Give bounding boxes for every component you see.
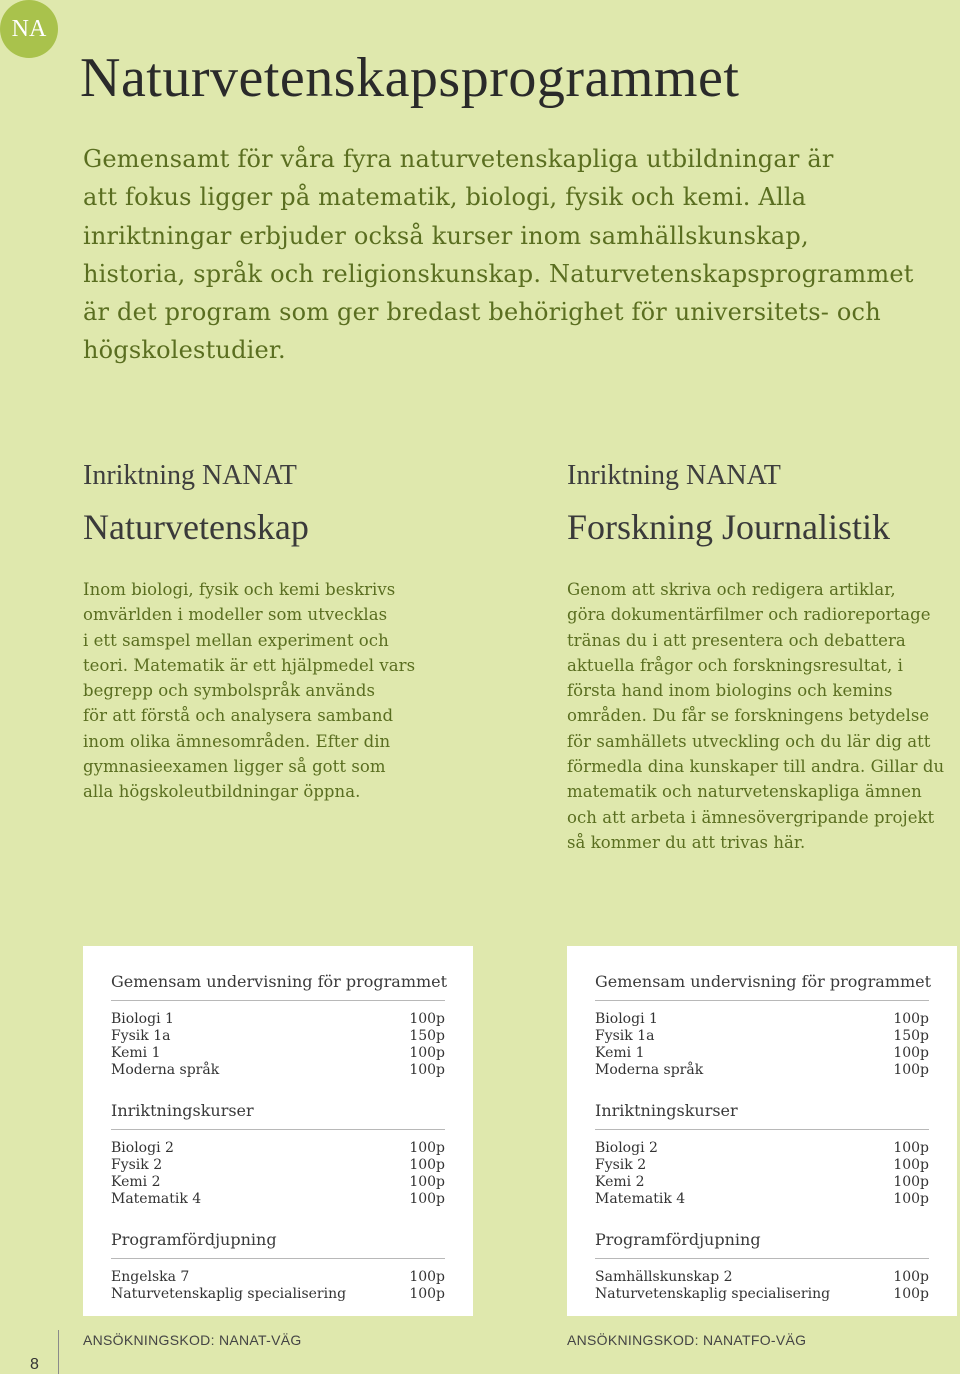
course-points: 100p	[409, 1286, 445, 1302]
course-points: 100p	[893, 1269, 929, 1285]
course-points: 100p	[893, 1011, 929, 1027]
course-row	[111, 1062, 445, 1079]
course-name: Kemi 2	[111, 1174, 161, 1190]
course-points: 100p	[893, 1157, 929, 1173]
course-name: Fysik 1a	[595, 1028, 655, 1044]
course-points: 100p	[893, 1062, 929, 1078]
track-kicker: Inriktning NANAT	[567, 460, 781, 491]
course-row	[595, 1062, 929, 1079]
course-points: 100p	[893, 1174, 929, 1190]
course-name: Fysik 2	[111, 1157, 163, 1173]
course-name: Naturvetenskaplig specialisering	[595, 1286, 831, 1302]
course-row	[111, 1191, 445, 1208]
intro-paragraph: Gemensamt för våra fyra naturvetenskapliga utbildningar är att fokus ligger på matematik, biologi, fysik och kemi. Alla inriktningar erbjuder också kurser inom samhällskunskap, historia, språk och religionskunskap. Naturvetenskapsprogrammet är det program som ger bredast behörighet för universitets- och högskolestudier.	[83, 145, 914, 365]
course-points: 100p	[409, 1045, 445, 1061]
course-points: 100p	[409, 1011, 445, 1027]
course-points: 150p	[409, 1028, 445, 1044]
course-points: 100p	[893, 1191, 929, 1207]
course-row	[595, 1140, 929, 1157]
course-name: Fysik 1a	[111, 1028, 171, 1044]
course-row	[111, 1174, 445, 1191]
track-column-naturvetenskap	[83, 458, 475, 805]
course-row	[595, 1286, 929, 1303]
course-name: Matematik 4	[111, 1191, 202, 1207]
course-row	[595, 1028, 929, 1045]
page-number: 8	[30, 1356, 39, 1373]
track-kicker: Inriktning NANAT	[83, 460, 297, 491]
course-row	[595, 1045, 929, 1062]
course-row	[595, 1191, 929, 1208]
course-name: Kemi 1	[111, 1045, 161, 1061]
track-description: Inom biologi, fysik och kemi beskrivs omvärlden i modeller som utvecklas i ett samspel mellan experiment och teori. Matematik är ett hjälpmedel vars begrepp och symbolspråk används för att förstå och analysera samband inom olika ämnesområden. Efter din gymnasieexamen ligger så gott som alla högskoleutbildningar öppna.	[83, 580, 416, 802]
course-section-title: Inriktningskurser	[595, 1099, 929, 1130]
course-name: Kemi 1	[595, 1045, 645, 1061]
application-code: ANSÖKNINGSKOD: NANAT-VÄG	[83, 1332, 302, 1348]
course-points: 100p	[409, 1174, 445, 1190]
course-row	[111, 1269, 445, 1286]
course-name: Samhällskunskap 2	[595, 1269, 733, 1285]
course-row	[111, 1045, 445, 1062]
course-name: Kemi 2	[595, 1174, 645, 1190]
course-name: Naturvetenskaplig specialisering	[111, 1286, 347, 1302]
course-section-title: Gemensam undervisning för programmet	[595, 970, 929, 1001]
course-table-naturvetenskap	[83, 946, 473, 1316]
course-section-title: Programfördjupning	[111, 1228, 445, 1259]
course-points: 100p	[409, 1062, 445, 1078]
course-row	[595, 1174, 929, 1191]
track-description: Genom att skriva och redigera artiklar, göra dokumentärfilmer och radioreportage tränas du i att presentera och debattera aktuella frågor och forskningsresultat, i första hand inom biologins och kemins områden. Du får se forskningens betydelse för samhällets utveckling och du lär dig att förmedla dina kunskaper till andra. Gillar du matematik och naturvetenskapliga ämnen och att arbeta i ämnesövergripande projekt så kommer du att trivas här.	[567, 580, 945, 852]
course-row	[111, 1286, 445, 1303]
course-name: Matematik 4	[595, 1191, 686, 1207]
course-section-title: Programfördjupning	[595, 1228, 929, 1259]
course-row	[111, 1011, 445, 1028]
course-section-title: Inriktningskurser	[111, 1099, 445, 1130]
application-code: ANSÖKNINGSKOD: NANATFO-VÄG	[567, 1332, 807, 1348]
course-points: 100p	[893, 1140, 929, 1156]
course-name: Fysik 2	[595, 1157, 647, 1173]
track-column-forskning-journalistik	[567, 458, 959, 855]
course-name: Biologi 2	[595, 1140, 658, 1156]
course-section-title: Gemensam undervisning för programmet	[111, 970, 445, 1001]
course-points: 100p	[409, 1157, 445, 1173]
page-title: Naturvetenskapsprogrammet	[80, 47, 740, 109]
course-row	[111, 1028, 445, 1045]
program-badge: NA	[0, 0, 58, 58]
page-divider	[58, 1330, 59, 1374]
course-name: Moderna språk	[595, 1062, 704, 1078]
course-points: 100p	[893, 1286, 929, 1302]
course-name: Engelska 7	[111, 1269, 190, 1285]
course-name: Biologi 2	[111, 1140, 174, 1156]
course-points: 100p	[409, 1140, 445, 1156]
course-table-forskning-journalistik	[567, 946, 957, 1316]
course-name: Biologi 1	[595, 1011, 658, 1027]
course-points: 100p	[409, 1269, 445, 1285]
course-points: 100p	[893, 1045, 929, 1061]
course-points: 150p	[893, 1028, 929, 1044]
course-row	[111, 1140, 445, 1157]
course-name: Moderna språk	[111, 1062, 220, 1078]
course-name: Biologi 1	[111, 1011, 174, 1027]
track-heading: Forskning Journalistik	[567, 507, 891, 547]
course-row	[111, 1157, 445, 1174]
course-row	[595, 1269, 929, 1286]
course-row	[595, 1011, 929, 1028]
course-row	[595, 1157, 929, 1174]
course-points: 100p	[409, 1191, 445, 1207]
track-heading: Naturvetenskap	[83, 507, 309, 547]
